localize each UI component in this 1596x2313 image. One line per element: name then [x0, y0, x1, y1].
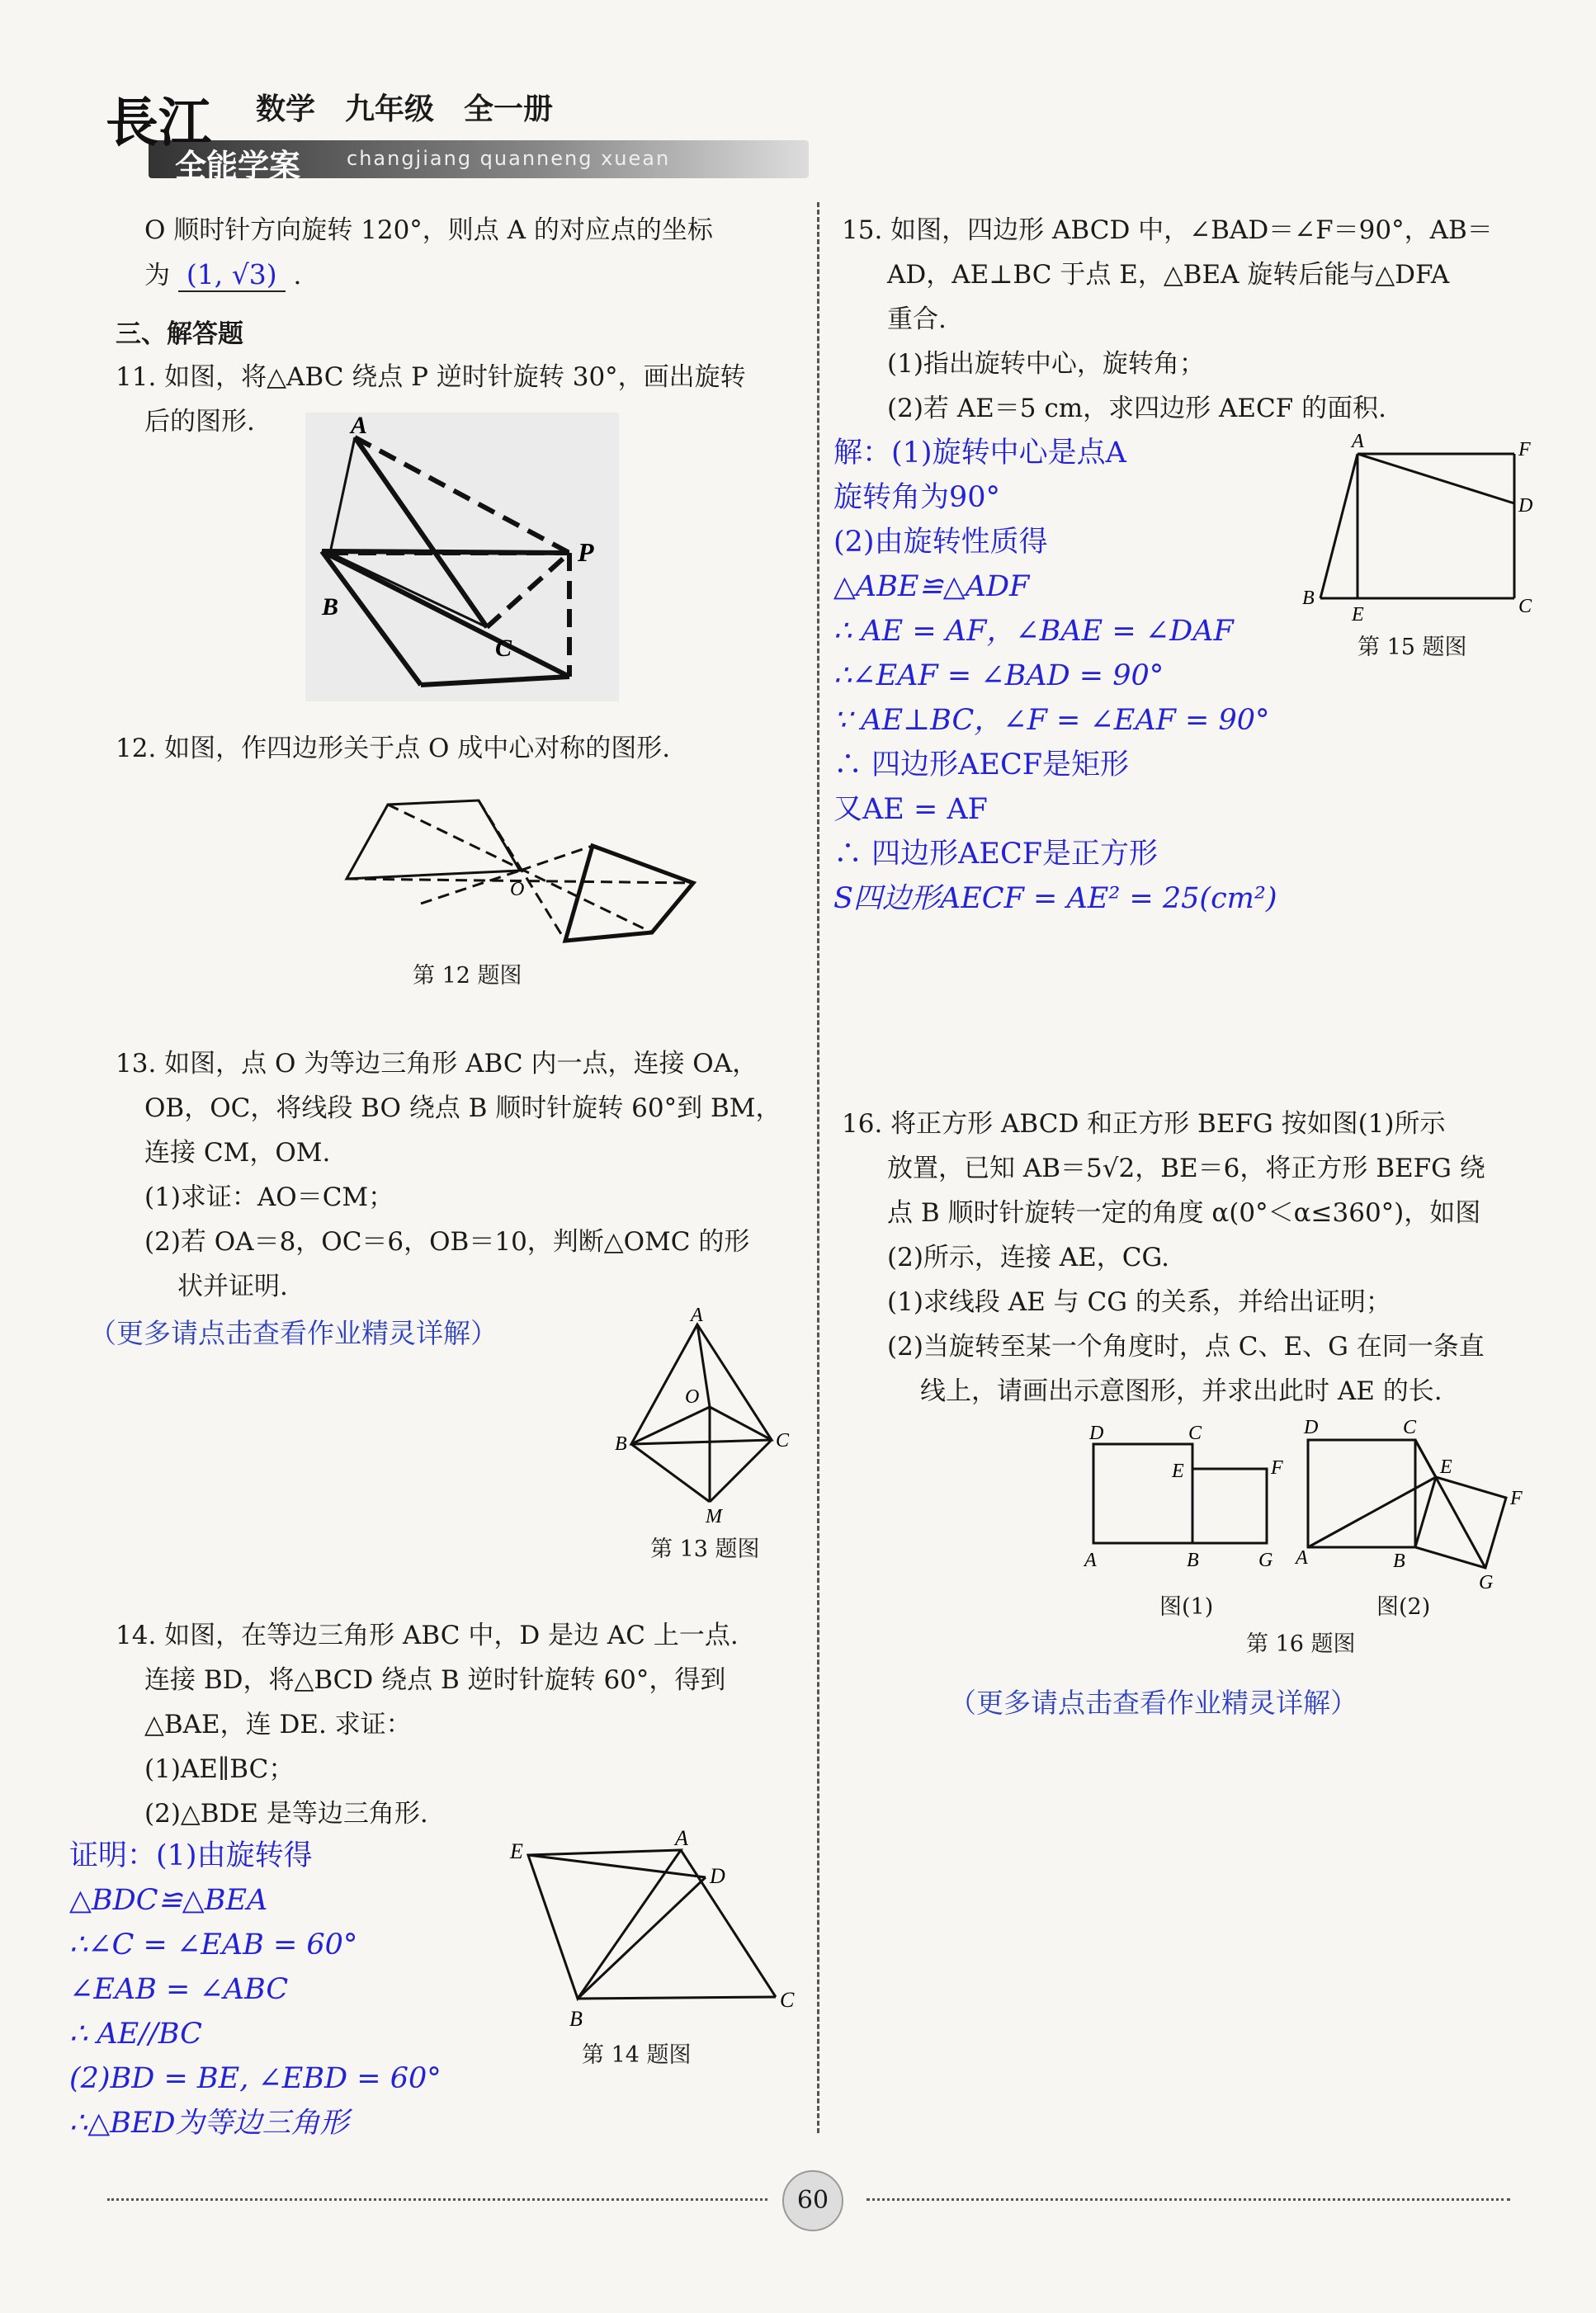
q10-answer: (1, √3) — [178, 258, 286, 292]
svg-text:B: B — [569, 2007, 583, 2031]
svg-text:D: D — [1518, 495, 1533, 517]
svg-text:D: D — [1089, 1423, 1104, 1444]
q15-line5: (2)若 AE＝5 cm，求四边形 AECF 的面积. — [887, 394, 1386, 423]
q15-answer-line: ∴ 四边形AECF是矩形 — [833, 748, 1130, 781]
logo-bottom: 全能学案 — [175, 148, 301, 184]
q11-line2: 后的图形. — [144, 407, 255, 437]
q15-line1: 15. 如图，四边形 ABCD 中，∠BAD＝∠F＝90°，AB＝ — [842, 215, 1493, 245]
page-number-text: 60 — [796, 2186, 829, 2215]
svg-text:D: D — [1304, 1417, 1319, 1438]
svg-text:A: A — [1084, 1550, 1097, 1571]
svg-text:C: C — [780, 1988, 795, 2012]
q15-answer-line: △ABE≌△ADF — [833, 570, 1030, 603]
svg-text:A: A — [1352, 431, 1364, 452]
q14-answer-line: ∴△BED为等边三角形 — [69, 2107, 349, 2140]
q10-suffix: . — [293, 261, 302, 290]
q16-line2: 放置，已知 AB＝5√2，BE＝6，将正方形 BEFG 绕 — [887, 1154, 1485, 1183]
q10-line2 — [144, 253, 301, 298]
svg-text:B: B — [615, 1433, 627, 1455]
page-number — [782, 2170, 843, 2231]
logo-top: 長江 — [106, 92, 211, 154]
svg-text:C: C — [776, 1430, 790, 1452]
q16-fig2-label: 图(2) — [1376, 1594, 1431, 1620]
q11-figure — [305, 413, 619, 701]
q14-line4: (1)AE∥BC； — [144, 1754, 295, 1784]
q15-answer-line: 解：(1)旋转中心是点A — [833, 437, 1126, 470]
svg-text:A: A — [1296, 1547, 1308, 1569]
svg-text:A: A — [675, 1826, 688, 1850]
q12-figure — [330, 788, 710, 970]
q15-answer-line: ∴ 四边形AECF是正方形 — [833, 838, 1159, 871]
q14-answer-line: ∴ AE//BC — [69, 2018, 202, 2051]
q16-line5: (1)求线段 AE 与 CG 的关系，并给出证明； — [887, 1287, 1391, 1317]
svg-text:E: E — [1352, 604, 1364, 625]
svg-text:G: G — [1258, 1550, 1273, 1571]
svg-text:B: B — [1187, 1550, 1199, 1571]
svg-text:A: A — [351, 413, 368, 439]
svg-text:O: O — [510, 879, 525, 900]
book-title: 数学 九年级 全一册 — [256, 92, 554, 126]
q16-line6: (2)当旋转至某一个角度时，点 C、E、G 在同一条直 — [887, 1332, 1485, 1362]
svg-text:B: B — [322, 593, 339, 621]
svg-text:M: M — [706, 1506, 722, 1527]
q13-line1: 13. 如图，点 O 为等边三角形 ABC 内一点，连接 OA， — [116, 1049, 758, 1079]
q15-line4: (1)指出旋转中心，旋转角； — [887, 349, 1205, 379]
header — [99, 74, 710, 190]
q14-answer — [69, 1834, 441, 2145]
q14-caption: 第 14 题图 — [582, 2042, 692, 2068]
svg-text:A: A — [691, 1308, 703, 1326]
q14-answer-line: ∴∠C = ∠EAB = 60° — [69, 1928, 358, 1961]
q15-answer-line: 旋转角为90° — [833, 481, 1001, 514]
q14-answer-line: 证明：(1)由旋转得 — [69, 1839, 313, 1872]
q13-line3: 连接 CM，OM. — [144, 1138, 331, 1168]
q14-answer-line: (2)BD = BE, ∠EBD = 60° — [69, 2062, 441, 2095]
q14-figure — [503, 1824, 800, 2038]
q14-answer-line: ∠EAB = ∠ABC — [69, 1973, 289, 2006]
q13-line4: (1)求证：AO＝CM； — [144, 1182, 394, 1212]
q16-line4: (2)所示，连接 AE，CG. — [887, 1243, 1170, 1272]
svg-text:E: E — [510, 1839, 523, 1863]
footer-rule-left — [107, 2198, 767, 2201]
q16-fig1-label: 图(1) — [1159, 1594, 1214, 1620]
q15-answer-line: ∴∠EAF = ∠BAD = 90° — [833, 659, 1164, 692]
q16-caption: 第 16 题图 — [1246, 1631, 1356, 1657]
column-divider — [817, 202, 819, 2133]
svg-text:F: F — [1518, 439, 1531, 460]
q15-line2: AD，AE⊥BC 于点 E，△BEA 旋转后能与△DFA — [887, 260, 1450, 290]
q16-figure-2 — [1287, 1407, 1543, 1597]
q14-line1: 14. 如图，在等边三角形 ABC 中，D 是边 AC 上一点. — [116, 1621, 739, 1650]
q15-caption: 第 15 题图 — [1358, 635, 1467, 660]
q15-answer-line: 又AE = AF — [833, 793, 988, 826]
svg-text:C: C — [1518, 596, 1532, 617]
svg-text:E: E — [1172, 1461, 1184, 1482]
svg-text:C: C — [1403, 1417, 1417, 1438]
q12-caption: 第 12 题图 — [413, 963, 522, 989]
book-subtitle: changjiang quanneng xuean — [347, 147, 671, 170]
svg-text:P: P — [578, 537, 594, 567]
q10-prefix-text: 为 — [144, 261, 170, 290]
svg-text:F: F — [1510, 1488, 1523, 1509]
q16-line3: 点 B 顺时针旋转一定的角度 α(0°＜α≤360°)，如图 — [887, 1198, 1481, 1228]
svg-text:O: O — [685, 1386, 700, 1408]
q13-line2: OB，OC，将线段 BO 绕点 B 顺时针旋转 60°到 BM， — [144, 1093, 781, 1123]
q16-line7: 线上，请画出示意图形，并求出此时 AE 的长. — [920, 1376, 1443, 1406]
q13-line6: 状并证明. — [177, 1272, 288, 1301]
svg-text:D: D — [710, 1864, 725, 1888]
svg-text:C: C — [495, 635, 512, 662]
svg-text:B: B — [1393, 1551, 1405, 1572]
q15-answer-line: S四边形AECF = AE² = 25(cm²) — [833, 882, 1277, 915]
q16-figure-1 — [1073, 1419, 1296, 1584]
q16-line1: 16. 将正方形 ABCD 和正方形 BEFG 按如图(1)所示 — [842, 1109, 1446, 1139]
q15-answer-line: ∴ AE = AF，∠BAE = ∠DAF — [833, 615, 1234, 648]
q14-answer-line: △BDC≌△BEA — [69, 1884, 268, 1917]
q11-line1: 11. 如图，将△ABC 绕点 P 逆时针旋转 30°，画出旋转 — [116, 362, 746, 392]
svg-text:F: F — [1271, 1457, 1283, 1479]
q14-line3: △BAE，连 DE. 求证： — [144, 1710, 412, 1739]
q15-line3: 重合. — [887, 304, 947, 334]
q15-answer-line: ∵ AE⊥BC，∠F = ∠EAF = 90° — [833, 704, 1270, 737]
svg-text:E: E — [1440, 1456, 1452, 1478]
q15-answer-line: (2)由旋转性质得 — [833, 526, 1048, 559]
svg-text:C: C — [1188, 1423, 1202, 1444]
q13-caption: 第 13 题图 — [650, 1536, 760, 1562]
q10-line1: O 顺时针方向旋转 120°，则点 A 的对应点的坐标 — [144, 215, 713, 245]
svg-text:G: G — [1479, 1572, 1494, 1593]
q14-line2: 连接 BD，将△BCD 绕点 B 逆时针旋转 60°，得到 — [144, 1665, 726, 1695]
q13-line5: (2)若 OA＝8，OC＝6，OB＝10，判断△OMC 的形 — [144, 1227, 750, 1257]
q13-figure — [615, 1308, 796, 1531]
q15-answer — [833, 431, 1277, 921]
q13-more-link[interactable]: （更多请点击查看作业精灵详解） — [89, 1317, 498, 1349]
section-title: 三、解答题 — [116, 319, 243, 349]
svg-text:B: B — [1302, 588, 1315, 609]
q14-line5: (2)△BDE 是等边三角形. — [144, 1799, 428, 1829]
footer-rule-right — [866, 2198, 1510, 2201]
q15-figure — [1287, 429, 1535, 627]
q16-more-link[interactable]: （更多请点击查看作业精灵详解） — [949, 1687, 1358, 1719]
q12-line1: 12. 如图，作四边形关于点 O 成中心对称的图形. — [116, 734, 671, 763]
